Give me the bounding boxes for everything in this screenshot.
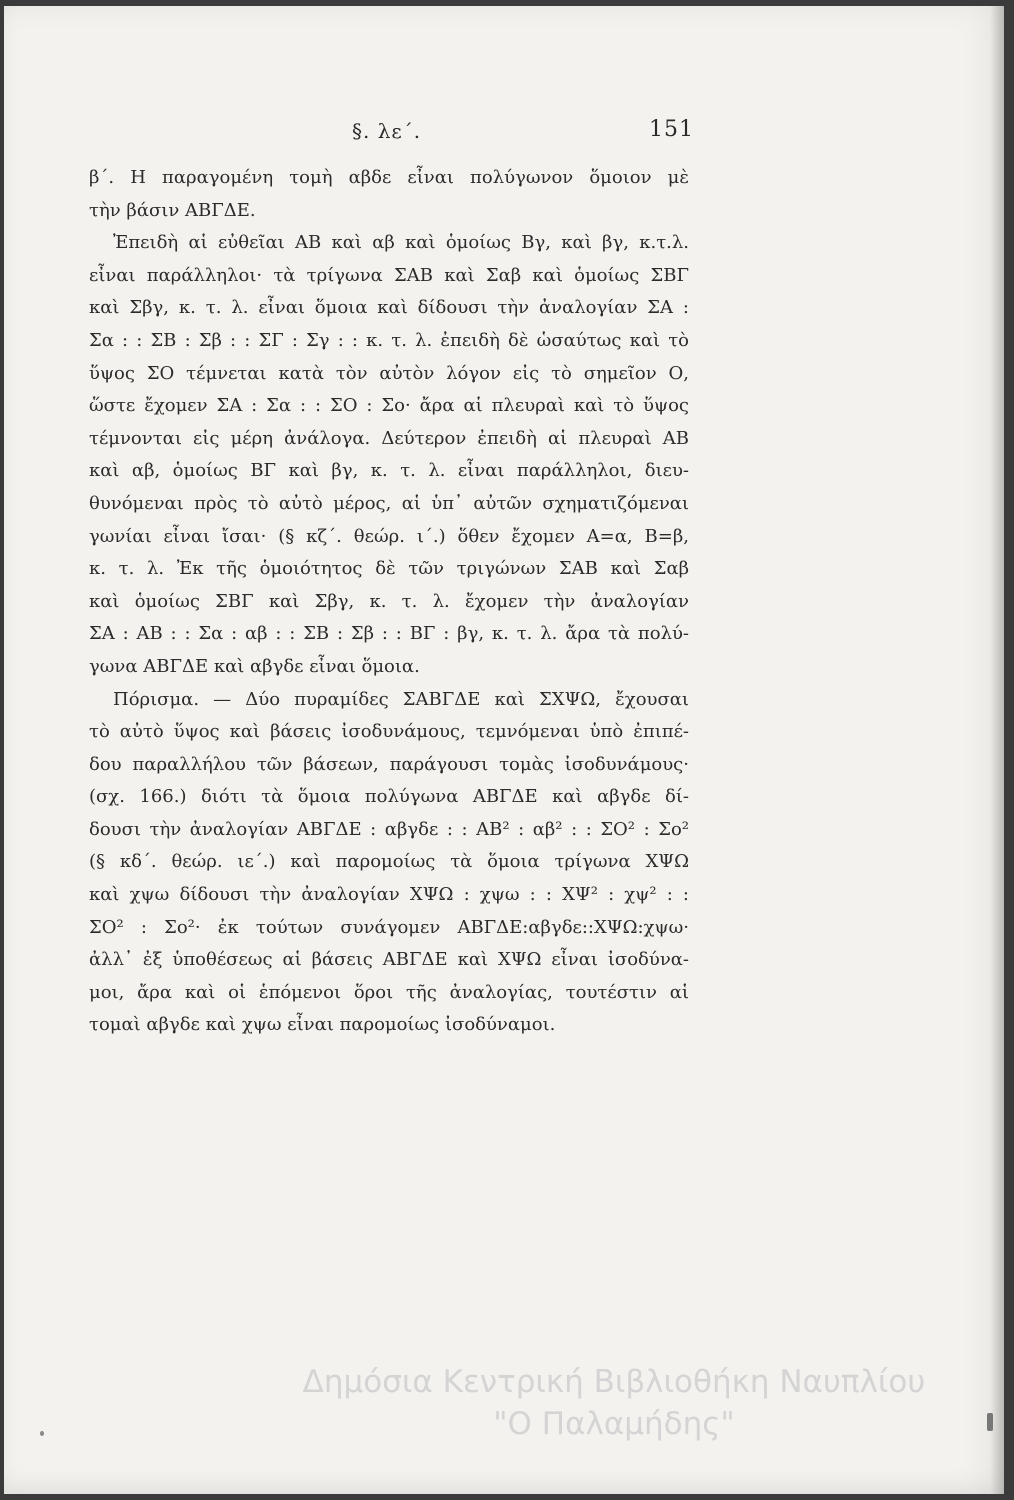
text-line: Ἐπειδὴ αἱ εὐθεῖαι ΑΒ καὶ αβ καὶ ὁμοίως Βγ, καὶ βγ, κ.τ.λ. xyxy=(113,232,689,254)
text-line: ΣΑ : ΑΒ : : Σα : αβ : : ΣΒ : Σβ : : ΒΓ : βγ, κ. τ. λ. ἄρα τὰ πολύ- xyxy=(89,623,689,645)
text-line: (σχ. 166.) διότι τὰ ὅμοια πολύγωνα ΑΒΓΔΕ καὶ αβγδε δί- xyxy=(89,786,689,808)
body-text xyxy=(89,162,689,1042)
text-line: Σα : : ΣΒ : Σβ : : ΣΓ : Σγ : : κ. τ. λ. ἐπειδὴ δὲ ὡσαύτως καὶ τὸ xyxy=(89,329,689,351)
text-line: τὴν βάσιν ΑΒΓΔΕ. xyxy=(89,199,256,221)
text-line: τομαὶ αβγδε καὶ χψω εἶναι παρομοίως ἰσοδύναμοι. xyxy=(89,1014,556,1036)
text-line: καὶ Σβγ, κ. τ. λ. εἶναι ὅμοια καὶ δίδουσι τὴν ἀναλογίαν ΣΑ : xyxy=(89,297,689,319)
text-line: ἀλλ᾽ ἐξ ὑποθέσεως αἱ βάσεις ΑΒΓΔΕ καὶ ΧΨΩ εἶναι ἰσοδύνα- xyxy=(89,949,689,971)
text-line: ὥστε ἔχομεν ΣΑ : Σα : : ΣΟ : Σο· ἄρα αἱ πλευραὶ καὶ τὸ ὕψος xyxy=(89,395,689,417)
page-number: 151 xyxy=(649,117,694,142)
text-line: δουσι τὴν ἀναλογίαν ΑΒΓΔΕ : αβγδε : : ΑΒ² : αβ² : : ΣΟ² : Σο² xyxy=(89,818,689,840)
text-line: γωνα ΑΒΓΔΕ καὶ αβγδε εἶναι ὅμοια. xyxy=(89,655,420,677)
page-edge-shadow xyxy=(990,6,1004,1494)
text-line: θυνόμεναι πρὸς τὸ αὐτὸ μέρος, αἱ ὑπ᾽ αὐτῶν σχηματιζόμεναι xyxy=(89,492,689,514)
running-head: §. λε΄. xyxy=(352,119,422,143)
library-watermark xyxy=(234,1361,994,1445)
scan-speck xyxy=(987,1413,993,1431)
text-line: δου παραλλήλου τῶν βάσεων, παράγουσι τομὰς ἰσοδυνάμους· xyxy=(89,753,689,775)
text-line: γωνίαι εἶναι ἴσαι· (§ κζ΄. θεώρ. ι΄.) ὅθεν ἔχομεν Α=α, Β=β, xyxy=(89,525,689,547)
watermark-line: Δημόσια Κεντρική Βιβλιοθήκη Ναυπλίου xyxy=(302,1364,926,1400)
text-line: καὶ χψω δίδουσι τὴν ἀναλογίαν ΧΨΩ : χψω : : ΧΨ² : χψ² : : xyxy=(89,884,689,906)
book-page xyxy=(4,6,1004,1494)
text-line: ὕψος ΣΟ τέμνεται κατὰ τὸν αὐτὸν λόγον εἰς τὸ σημεῖον Ο, xyxy=(89,362,689,384)
text-line: β΄. Η παραγομένη τομὴ αβδε εἶναι πολύγωνον ὅμοιον μὲ xyxy=(89,167,689,188)
text-line: καὶ αβ, ὁμοίως ΒΓ καὶ βγ, κ. τ. λ. εἶναι παράλληλοι, διευ- xyxy=(89,460,689,482)
page-header xyxy=(84,119,694,159)
text-line: (§ κδ΄. θεώρ. ιε΄.) καὶ παρομοίως τὰ ὅμοια τρίγωνα ΧΨΩ xyxy=(89,851,689,873)
text-line: ΣΟ² : Σο²· ἐκ τούτων συνάγομεν ΑΒΓΔΕ:αβγδε::ΧΨΩ:χψω· xyxy=(89,916,689,938)
text-line: εἶναι παράλληλοι· τὰ τρίγωνα ΣΑΒ καὶ Σαβ καὶ ὁμοίως ΣΒΓ xyxy=(89,264,689,286)
text-line: καὶ ὁμοίως ΣΒΓ καὶ Σβγ, κ. τ. λ. ἔχομεν τὴν ἀναλογίαν xyxy=(89,590,689,612)
text-line: μοι, ἄρα καὶ οἱ ἑπόμενοι ὅροι τῆς ἀναλογίας, τουτέστιν αἱ xyxy=(89,981,689,1003)
text-line: Πόρισμα. — Δύο πυραμίδες ΣΑΒΓΔΕ καὶ ΣΧΨΩ, ἔχουσαι xyxy=(113,688,689,710)
scan-speck xyxy=(40,1431,44,1436)
text-line: τὸ αὐτὸ ὕψος καὶ βάσεις ἰσοδυνάμους, τεμνόμεναι ὑπὸ ἐπιπέ- xyxy=(89,721,689,743)
text-line: τέμνονται εἰς μέρη ἀνάλογα. Δεύτερον ἐπειδὴ αἱ πλευραὶ ΑΒ xyxy=(89,427,689,449)
text-line: κ. τ. λ. Ἐκ τῆς ὁμοιότητος δὲ τῶν τριγώνων ΣΑΒ καὶ Σαβ xyxy=(89,558,689,580)
watermark-line: "Ο Παλαμήδης" xyxy=(493,1406,735,1442)
